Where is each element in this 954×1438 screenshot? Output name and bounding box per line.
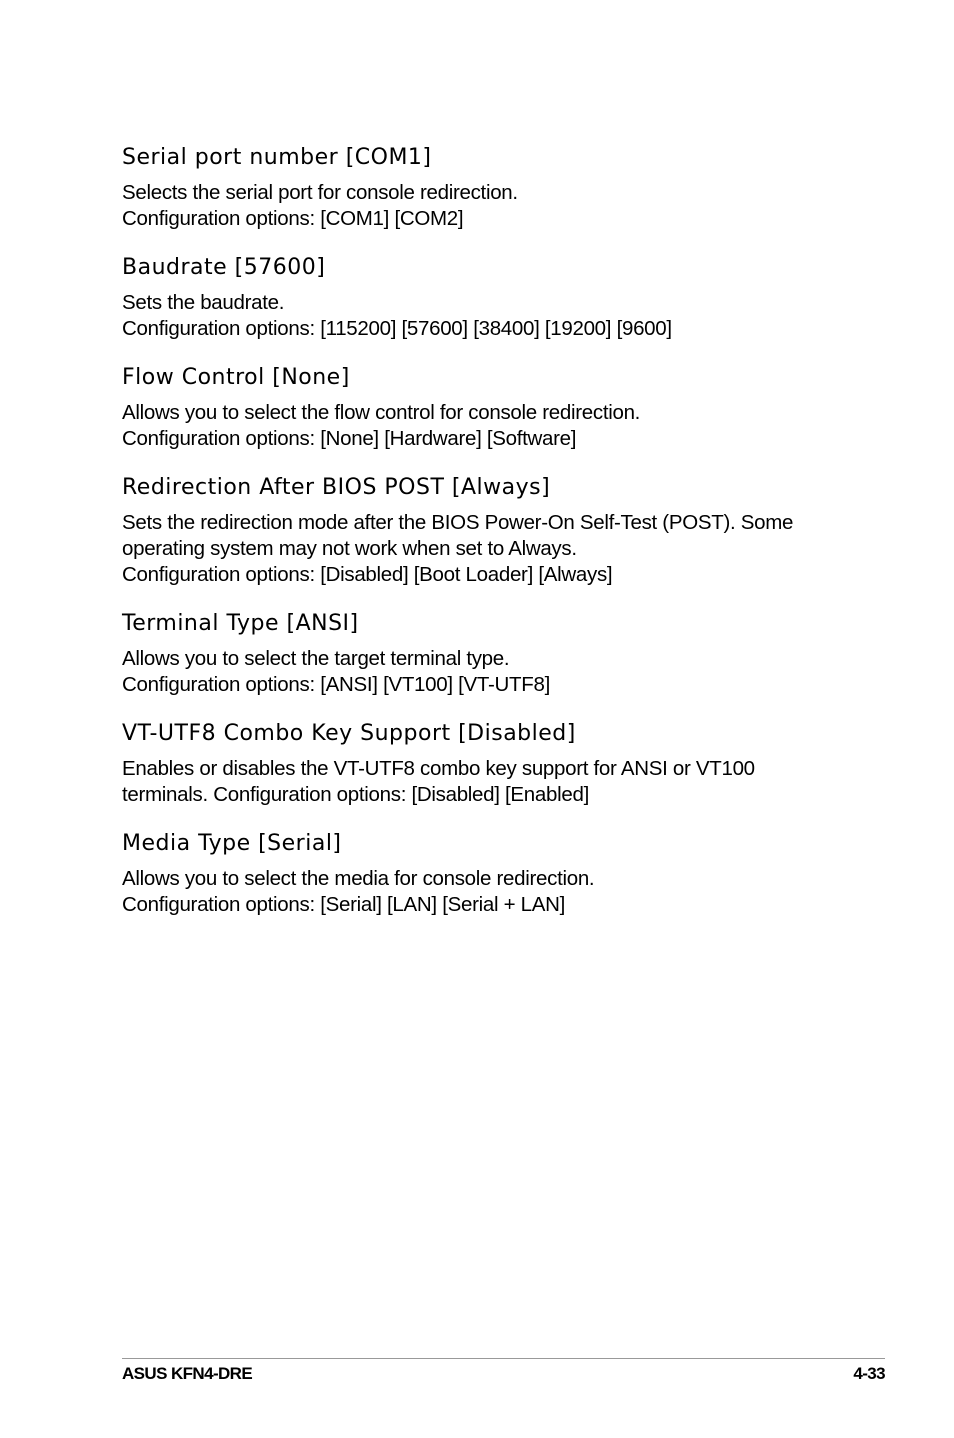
- section-heading: VT-UTF8 Combo Key Support [Disabled]: [122, 721, 576, 746]
- section-baudrate: [122, 253, 852, 342]
- section-terminal-type: [122, 609, 852, 698]
- footer-product-name: ASUS KFN4-DRE: [122, 1364, 253, 1383]
- section-flow-control: [122, 363, 852, 452]
- section-heading: Baudrate [57600]: [122, 255, 326, 280]
- section-media-type: [122, 829, 852, 918]
- section-heading: Serial port number [COM1]: [122, 145, 432, 170]
- footer-page-number: 4-33: [853, 1364, 885, 1383]
- section-body: Enables or disables the VT-UTF8 combo key support for ANSI or VT100 terminals. Configuration options: [Disabled] [Enabled]: [122, 757, 755, 806]
- section-heading: Flow Control [None]: [122, 365, 350, 390]
- footer-divider: [122, 1358, 885, 1359]
- section-serial-port-number: [122, 143, 852, 232]
- page-footer: [122, 1364, 885, 1388]
- section-vt-utf8-combo-key-support: [122, 719, 852, 808]
- section-body: Selects the serial port for console redirection. Configuration options: [COM1] [COM2]: [122, 181, 518, 230]
- section-heading: Redirection After BIOS POST [Always]: [122, 475, 551, 500]
- section-body: Allows you to select the flow control for console redirection. Configuration options: [None] [Hardware] [Software]: [122, 401, 641, 450]
- section-heading: Terminal Type [ANSI]: [122, 611, 359, 636]
- section-body: Allows you to select the media for console redirection. Configuration options: [Serial] [LAN] [Serial + LAN]: [122, 867, 595, 916]
- section-heading: Media Type [Serial]: [122, 831, 342, 856]
- page-content: [122, 143, 852, 939]
- section-body: Sets the redirection mode after the BIOS Power-On Self-Test (POST). Some operating system may not work when set to Always. Configuration options: [Disabled] [Boot Loader] [Always]: [122, 511, 794, 586]
- section-body: Allows you to select the target terminal type. Configuration options: [ANSI] [VT100] [VT-UTF8]: [122, 647, 550, 696]
- section-body: Sets the baudrate. Configuration options: [115200] [57600] [38400] [19200] [9600]: [122, 291, 672, 340]
- section-redirection-after-bios-post: [122, 473, 852, 588]
